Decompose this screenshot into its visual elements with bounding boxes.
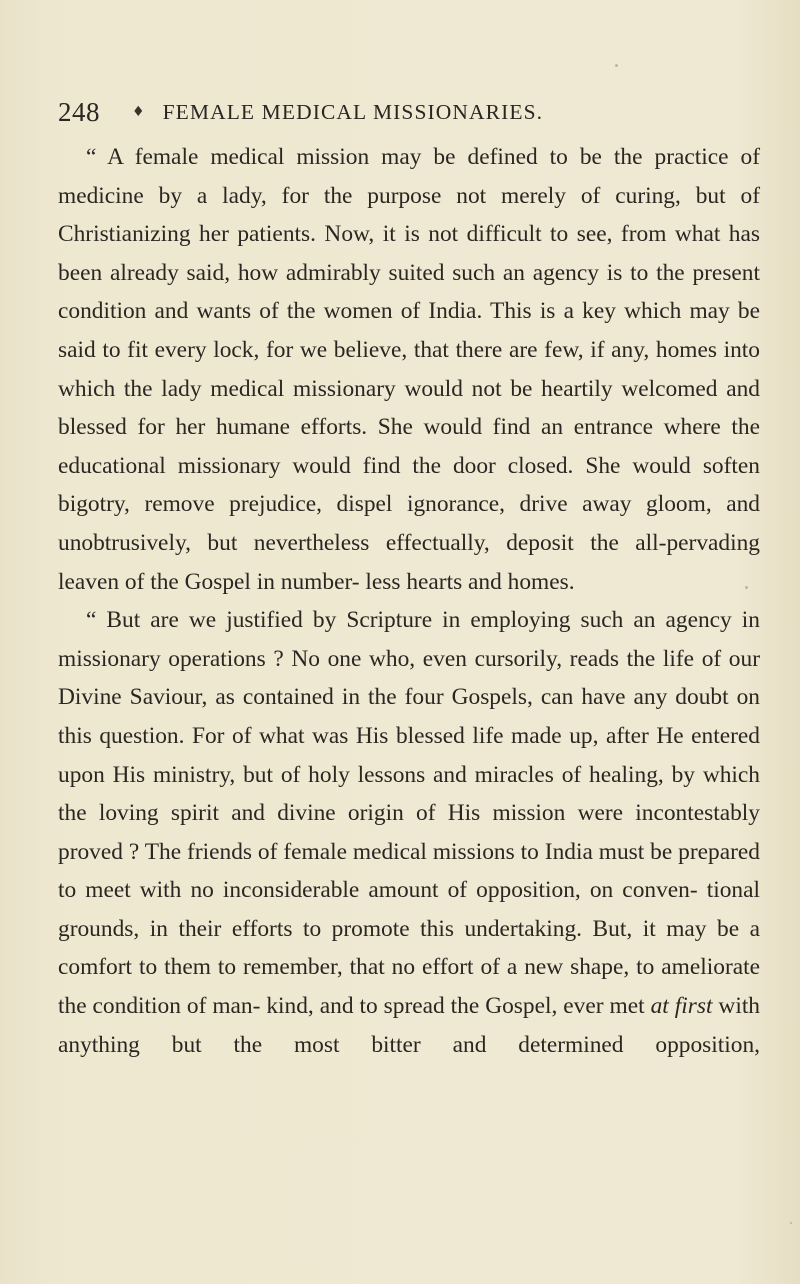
body-text	[58, 138, 760, 1064]
emphasis-at-first: at first	[650, 993, 713, 1020]
ornament-icon: ♦	[132, 104, 145, 120]
paragraph-female-mission-definition: “ A female medical mission may be defined to be the practice of medicine by a lady, for the purpose not merely of curing, but of Christianizing her patients. Now, it is not difficult to see, from what has been already said, how admirably suited such an agency is to the present condition and wants of the women of India. This is a key which may be said to fit every lock, for we believe, that there are few, if any, homes into which the lady medical missionary would not be heartily welcomed and blessed for her humane efforts. She would find an entrance where the educational missionary would find the door closed. She would soften bigotry, remove prejudice, dispel ignorance, drive away gloom, and unobtrusively, but nevertheless effectually, deposit the all-pervading leaven of the Gospel in number- less hearts and homes.	[58, 144, 760, 595]
paragraph-text-after-emphasis: with anything but the most bitter and determined opposition,	[58, 993, 761, 1058]
paragraph-scripture-justification	[58, 601, 760, 1064]
paper-speck	[745, 586, 748, 589]
running-title: FEMALE MEDICAL MISSIONARIES.	[162, 99, 544, 124]
paragraph-text-before-emphasis: “ But are we justified by Scripture in employing such an agency in missionary operations ? No one who, even cursorily, reads the life of our Divine Saviour, as contained in the four Gospels, can have any doubt on this question. For of what was His blessed life made up, after He entered upon His ministry, but of holy lessons and miracles of healing, by which the loving spirit and divine origin of His mission were incontestably proved ? The friends of female medical missions to India must be prepared to meet with no inconsiderable amount of opposition, on conven- tional grounds, in their efforts to promote this undertaking. But, it may be a comfort to them to remember, that no effort of a new shape, to ameliorate the condition of man- kind, and to spread the Gospel, ever met	[58, 607, 760, 1020]
page-number: 248	[58, 96, 100, 127]
paper-speck	[790, 1222, 792, 1224]
page-header	[58, 92, 758, 132]
paper-speck	[615, 64, 618, 67]
